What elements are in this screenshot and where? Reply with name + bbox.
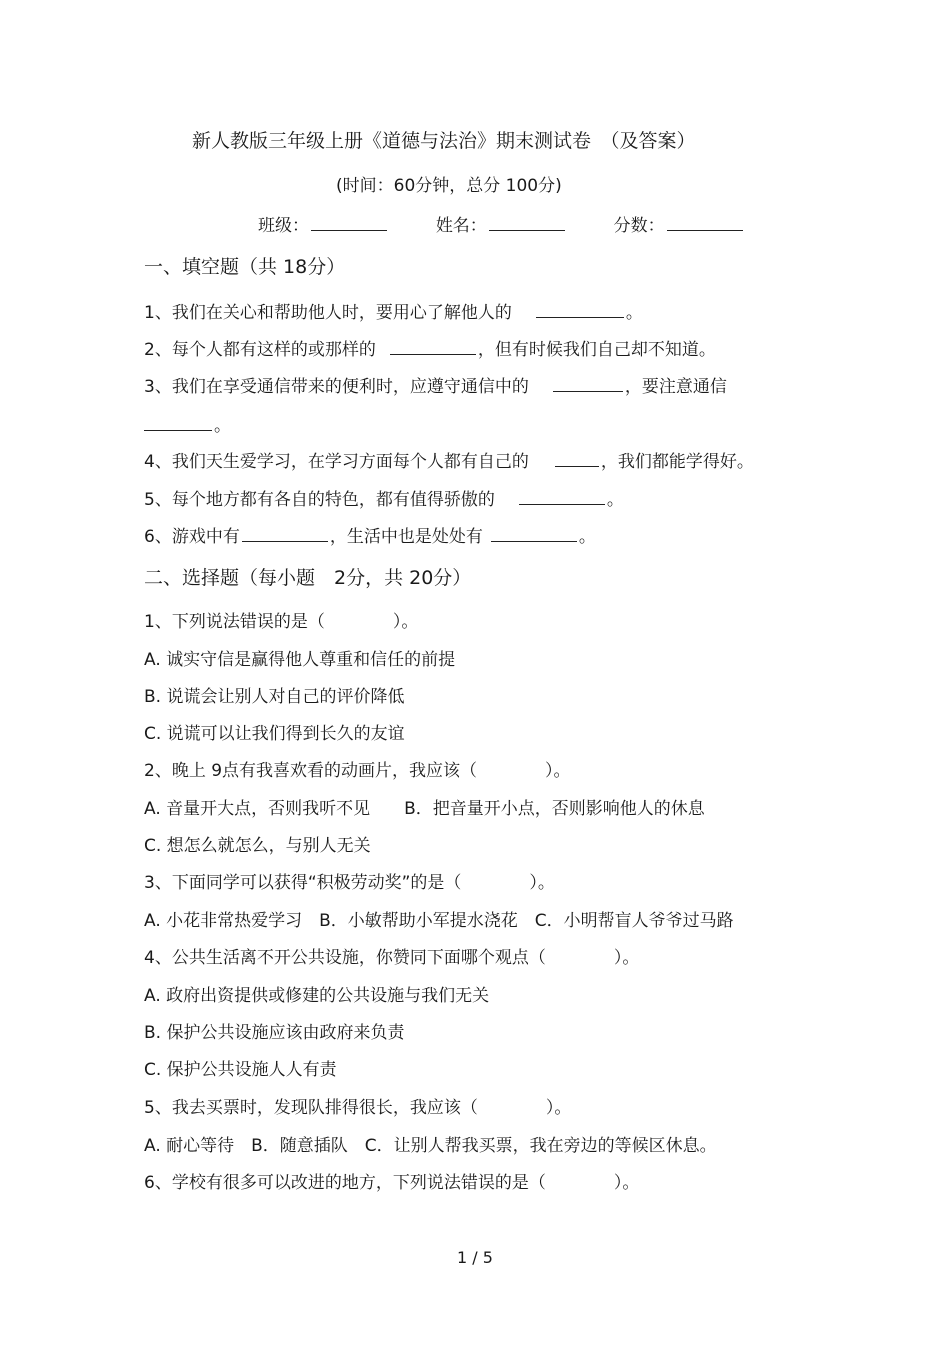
choice-option: A. 音量开大点，否则我听不见 B．把音量开小点，否则影响他人的休息	[144, 799, 705, 819]
answer-blank[interactable]	[144, 412, 212, 431]
section2-heading: 二、选择题（每小题 2分，共 20分）	[144, 567, 472, 589]
choice-option: C. 保护公共设施人人有责	[144, 1060, 337, 1080]
fill-question-2: 2、每个人都有这样的或那样的 ，但有时候我们自己却不知道。	[144, 336, 716, 362]
section1-heading: 一、填空题（共 18分）	[144, 256, 346, 278]
fill-question-5: 5、每个地方都有各自的特色，都有值得骄傲的 。	[144, 486, 624, 512]
class-blank[interactable]	[311, 212, 387, 231]
answer-blank[interactable]	[536, 299, 624, 318]
fill-question-1: 1、我们在关心和帮助他人时，要用心了解他人的 。	[144, 299, 643, 325]
exam-subtitle: (时间：60分钟，总分 100分)	[336, 176, 562, 196]
document-title: 新人教版三年级上册《道德与法治》期末测试卷 （及答案）	[192, 130, 696, 152]
student-info-row	[258, 212, 745, 238]
choice-question-5: 5、我去买票时，发现队排得很长，我应该（ ）。	[144, 1098, 572, 1118]
answer-blank[interactable]	[553, 373, 623, 392]
fill-question-6: 6、游戏中有 ，生活中也是处处有 。	[144, 523, 596, 549]
page-number: 1 / 5	[457, 1248, 493, 1267]
choice-question-1: 1、下列说法错误的是（ ）。	[144, 612, 419, 632]
class-label: 班级：	[258, 216, 309, 236]
fill-question-3: 3、我们在享受通信带来的便利时，应遵守通信中的 ，要注意通信	[144, 373, 727, 399]
score-blank[interactable]	[667, 212, 743, 231]
choice-option: C. 想怎么就怎么，与别人无关	[144, 836, 371, 856]
choice-option: C. 说谎可以让我们得到长久的友谊	[144, 724, 405, 744]
choice-option: A. 小花非常热爱学习 B．小敏帮助小军提水浇花 C．小明帮盲人爷爷过马路	[144, 911, 734, 931]
fill-question-3-continued: 。	[144, 412, 231, 438]
score-label: 分数：	[613, 216, 665, 236]
choice-question-6: 6、学校有很多可以改进的地方，下列说法错误的是（ ）。	[144, 1173, 640, 1193]
choice-option: A. 诚实守信是赢得他人尊重和信任的前提	[144, 650, 456, 670]
choice-question-3: 3、下面同学可以获得“积极劳动奖”的是（ ）。	[144, 873, 555, 893]
choice-option: A. 政府出资提供或修建的公共设施与我们无关	[144, 986, 490, 1006]
choice-option: B. 说谎会让别人对自己的评价降低	[144, 687, 405, 707]
choice-option: A. 耐心等待 B．随意插队 C．让别人帮我买票，我在旁边的等候区休息。	[144, 1136, 717, 1156]
answer-blank[interactable]	[519, 486, 605, 505]
fill-question-4: 4、我们天生爱学习，在学习方面每个人都有自己的 ，我们都能学得好。	[144, 448, 754, 474]
name-label: 姓名：	[435, 216, 487, 236]
answer-blank[interactable]	[390, 336, 476, 355]
answer-blank[interactable]	[491, 523, 577, 542]
answer-blank[interactable]	[242, 523, 328, 542]
name-blank[interactable]	[489, 212, 565, 231]
choice-question-2: 2、晚上 9点有我喜欢看的动画片，我应该（ ）。	[144, 761, 571, 781]
choice-question-4: 4、公共生活离不开公共设施，你赞同下面哪个观点（ ）。	[144, 948, 640, 968]
answer-blank[interactable]	[555, 448, 599, 467]
choice-option: B. 保护公共设施应该由政府来负责	[144, 1023, 405, 1043]
